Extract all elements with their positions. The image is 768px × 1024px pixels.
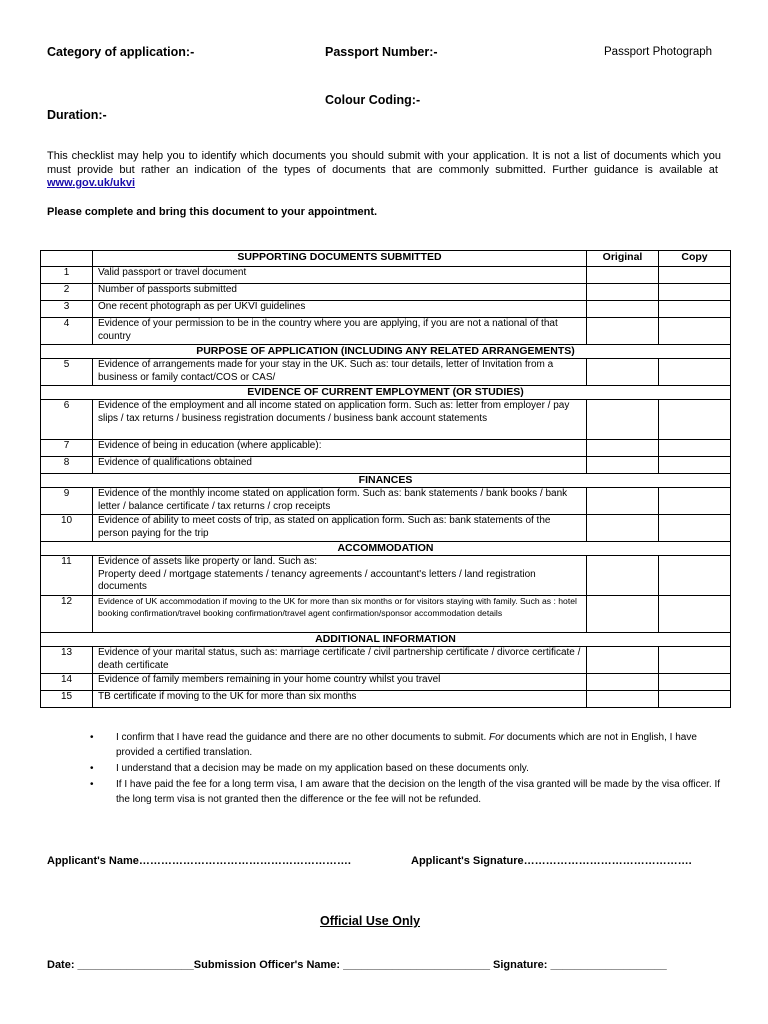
table-row: [41, 556, 731, 596]
original-checkbox-cell[interactable]: [587, 556, 659, 596]
copy-checkbox-cell[interactable]: [659, 359, 731, 386]
table-row: [41, 440, 731, 457]
row-number: 5: [41, 359, 93, 386]
row-number: 12: [41, 596, 93, 633]
official-use-fields[interactable]: Date: ___________________Submission Officer's Name: ________________________ Signature: ___________________: [47, 959, 667, 971]
section-additional: ADDITIONAL INFORMATION: [41, 633, 731, 647]
table-row: [41, 400, 731, 440]
original-checkbox-cell[interactable]: [587, 488, 659, 515]
row-description: [93, 556, 587, 596]
section-row: [41, 542, 731, 556]
header-copy: Copy: [659, 251, 731, 267]
category-label: Category of application:-: [47, 45, 195, 59]
row-number: 10: [41, 515, 93, 542]
original-checkbox-cell[interactable]: [587, 359, 659, 386]
section-purpose: PURPOSE OF APPLICATION (INCLUDING ANY RELATED ARRANGEMENTS): [41, 345, 731, 359]
table-row: [41, 515, 731, 542]
row-number: 14: [41, 674, 93, 691]
table-row: [41, 647, 731, 674]
copy-checkbox-cell[interactable]: [659, 556, 731, 596]
row-number: 8: [41, 457, 93, 474]
row-number: 1: [41, 267, 93, 284]
intro-paragraph: [47, 150, 721, 191]
original-checkbox-cell[interactable]: [587, 691, 659, 708]
table-row: [41, 267, 731, 284]
instruction-text: Please complete and bring this document to your appointment.: [47, 206, 378, 218]
copy-checkbox-cell[interactable]: [659, 596, 731, 633]
original-checkbox-cell[interactable]: [587, 674, 659, 691]
row-description: Evidence of being in education (where applicable):: [93, 440, 587, 457]
section-row: [41, 633, 731, 647]
guidance-link[interactable]: www.gov.uk/ukvi: [47, 177, 136, 189]
copy-checkbox-cell[interactable]: [659, 691, 731, 708]
passport-number-label: Passport Number:-: [325, 45, 438, 59]
original-checkbox-cell[interactable]: [587, 515, 659, 542]
row-description: Evidence of qualifications obtained: [93, 457, 587, 474]
section-employment: EVIDENCE OF CURRENT EMPLOYMENT (OR STUDIES): [41, 386, 731, 400]
row-number: 7: [41, 440, 93, 457]
intro-text: This checklist may help you to identify which documents you should submit with your application. It is not a list of documents which you must provide but rather an indication of the types of documents that are commonly submitted. Further guidance is available at: [47, 150, 721, 176]
row-number: 3: [41, 301, 93, 318]
row-description: Evidence of ability to meet costs of trip, as stated on application form. Such as: bank statements of the person paying for the trip: [93, 515, 587, 542]
copy-checkbox-cell[interactable]: [659, 647, 731, 674]
declaration-italic: For: [489, 732, 505, 743]
row-description: Valid passport or travel document: [93, 267, 587, 284]
row-description: Number of passports submitted: [93, 284, 587, 301]
row-description: Evidence of UK accommodation if moving to the UK for more than six months or for visitors staying with family. Such as : hotel booking confirmation/travel booking confirmation/travel agent confirmation/sponsor accommodation details: [93, 596, 587, 633]
row-description: Evidence of your permission to be in the country where you are applying, if you are not a national of that country: [93, 318, 587, 345]
table-row: [41, 359, 731, 386]
declaration-item: [70, 730, 725, 760]
row-number: 4: [41, 318, 93, 345]
original-checkbox-cell[interactable]: [587, 400, 659, 440]
copy-checkbox-cell[interactable]: [659, 318, 731, 345]
table-row: [41, 596, 731, 633]
original-checkbox-cell[interactable]: [587, 440, 659, 457]
table-row: [41, 284, 731, 301]
table-row: [41, 301, 731, 318]
table-row: [41, 691, 731, 708]
copy-checkbox-cell[interactable]: [659, 400, 731, 440]
row-description: Evidence of the monthly income stated on application form. Such as: bank statements / bank books / bank letter / balance certificate / tax returns / crop receipts: [93, 488, 587, 515]
row-number: 13: [41, 647, 93, 674]
original-checkbox-cell[interactable]: [587, 301, 659, 318]
section-row: [41, 345, 731, 359]
original-checkbox-cell[interactable]: [587, 596, 659, 633]
row-description: Evidence of family members remaining in your home country whilst you travel: [93, 674, 587, 691]
table-header-row: [41, 251, 731, 267]
section-row: [41, 386, 731, 400]
section-accommodation: ACCOMMODATION: [41, 542, 731, 556]
checklist-table: [40, 250, 731, 708]
table-row: [41, 318, 731, 345]
original-checkbox-cell[interactable]: [587, 318, 659, 345]
header-original: Original: [587, 251, 659, 267]
copy-checkbox-cell[interactable]: [659, 284, 731, 301]
declaration-text: I confirm that I have read the guidance and there are no other documents to submit.: [116, 732, 487, 743]
copy-checkbox-cell[interactable]: [659, 457, 731, 474]
row-description: Evidence of arrangements made for your stay in the UK. Such as: tour details, letter of Invitation from a business or family contact/COS or CAS/: [93, 359, 587, 386]
declaration-item: • If I have paid the fee for a long term visa, I am aware that the decision on the length of the visa granted will be made by the visa officer. If the long term visa is not granted then the difference or the fee will not be refunded.: [70, 777, 725, 807]
row-number: 6: [41, 400, 93, 440]
original-checkbox-cell[interactable]: [587, 457, 659, 474]
row-description-line: Property deed / mortgage statements / tenancy agreements / accountant's letters / land registration documents: [98, 568, 536, 592]
header-num-cell: [41, 251, 93, 267]
section-row: [41, 474, 731, 488]
copy-checkbox-cell[interactable]: [659, 515, 731, 542]
row-description: TB certificate if moving to the UK for more than six months: [93, 691, 587, 708]
row-description: Evidence of the employment and all income stated on application form. Such as: letter from employer / pay slips / tax returns / business registration documents / business bank account statements: [93, 400, 587, 440]
copy-checkbox-cell[interactable]: [659, 267, 731, 284]
row-number: 15: [41, 691, 93, 708]
applicant-name-field[interactable]: Applicant's Name………………………………………………….: [47, 855, 351, 867]
copy-checkbox-cell[interactable]: [659, 674, 731, 691]
applicant-signature-field[interactable]: Applicant's Signature……………………………………….: [411, 855, 692, 867]
table-row: [41, 674, 731, 691]
row-description: Evidence of your marital status, such as: marriage certificate / civil partnership certificate / divorce certificate / death certificate: [93, 647, 587, 674]
declaration-text: documents which are not in English, I have provided a certified translation.: [116, 732, 697, 758]
row-number: 2: [41, 284, 93, 301]
original-checkbox-cell[interactable]: [587, 267, 659, 284]
original-checkbox-cell[interactable]: [587, 647, 659, 674]
original-checkbox-cell[interactable]: [587, 284, 659, 301]
copy-checkbox-cell[interactable]: [659, 488, 731, 515]
colour-coding-label: Colour Coding:-: [325, 93, 421, 107]
table-row: [41, 488, 731, 515]
row-number: 9: [41, 488, 93, 515]
section-finances: FINANCES: [41, 474, 731, 488]
header-documents: SUPPORTING DOCUMENTS SUBMITTED: [93, 251, 587, 267]
passport-photo-label: Passport Photograph: [604, 46, 713, 58]
table-row: [41, 457, 731, 474]
official-use-title: Official Use Only: [319, 914, 421, 928]
copy-checkbox-cell[interactable]: [659, 301, 731, 318]
duration-label: Duration:-: [47, 108, 107, 122]
declarations-list: [70, 730, 725, 808]
declaration-item: • I understand that a decision may be made on my application based on these documents only.: [70, 761, 725, 776]
row-description: One recent photograph as per UKVI guidelines: [93, 301, 587, 318]
row-number: 11: [41, 556, 93, 596]
copy-checkbox-cell[interactable]: [659, 440, 731, 457]
row-description-line: Evidence of assets like property or land. Such as:: [98, 556, 318, 567]
